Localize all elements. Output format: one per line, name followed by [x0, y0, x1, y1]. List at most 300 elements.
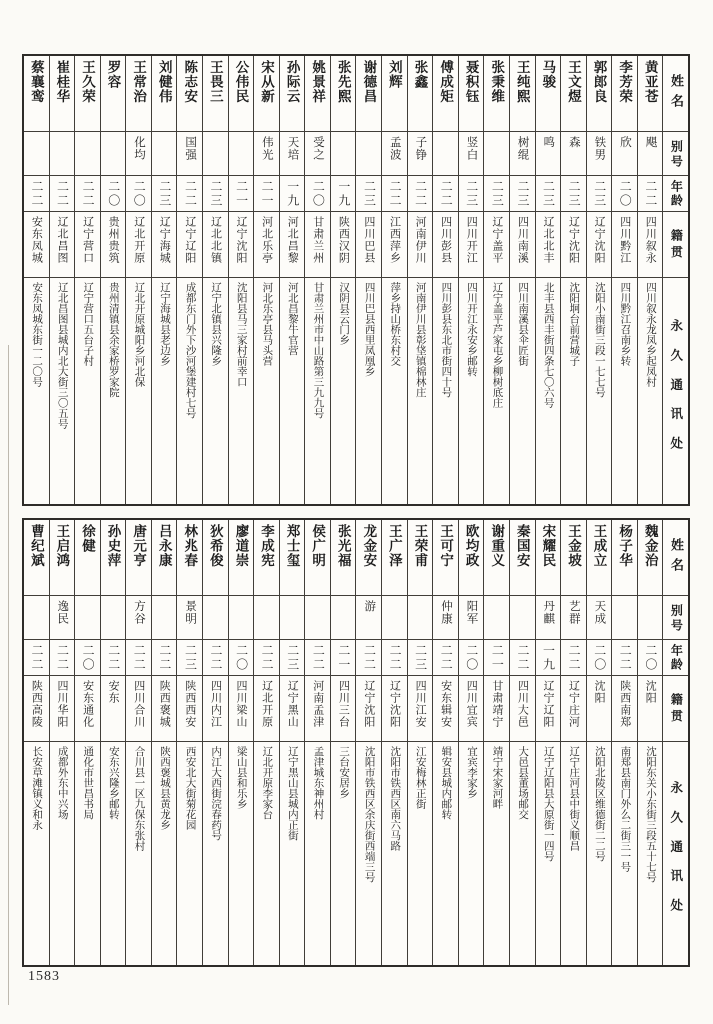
address-cell: 沈阳东关小东街三段五十七号 [645, 746, 656, 883]
alias-cell [203, 132, 228, 176]
address-cell: 江安梅林正街 [414, 746, 426, 809]
age-cell: 二二 [382, 640, 407, 676]
alias-cell [75, 132, 100, 176]
person-column [279, 520, 305, 965]
person-column [458, 56, 484, 504]
person-column [24, 56, 49, 504]
alias-cell: 化均 [126, 132, 151, 176]
person-column [49, 520, 75, 965]
header-column [662, 56, 688, 504]
address-cell: 四川叙永龙凤乡起凤村 [645, 282, 656, 387]
person-column [381, 56, 407, 504]
native-cell: 辽宁沈阳 [561, 212, 586, 278]
name-cell: 姚景祥 [305, 56, 330, 132]
address-cell: 长安草滩镇义和永 [31, 746, 43, 830]
native-cell: 陕西南郑 [612, 676, 637, 742]
address-cell: 成都东门外下沙河堡建村七号 [184, 282, 196, 419]
native-cell: 安东辑安 [433, 676, 458, 742]
alias-cell [229, 596, 254, 640]
age-cell: 二〇 [612, 176, 637, 212]
person-column [304, 56, 330, 504]
address-cell: 河南伊川县彰垡镇棉林庄 [414, 282, 426, 398]
alias-cell [229, 132, 254, 176]
person-column [586, 520, 612, 965]
address-cell: 辽宁海城县老边乡 [159, 282, 171, 366]
address-cell: 河北乐亭县马头营 [261, 282, 273, 366]
address-cell: 内江大西街浣春药号 [210, 746, 222, 841]
person-column [509, 520, 535, 965]
address-cell: 辽宁庄河县中街义顺昌 [568, 746, 580, 851]
registry-table-top [22, 54, 690, 506]
native-cell: 辽宁庄河 [561, 676, 586, 742]
name-cell: 唐元亨 [126, 520, 151, 596]
person-column [176, 520, 202, 965]
native-cell: 四川梁山 [229, 676, 254, 742]
person-column [355, 520, 381, 965]
alias-cell: 飓 [638, 132, 663, 176]
age-cell: 二三 [152, 176, 177, 212]
name-cell: 张先熙 [331, 56, 356, 132]
age-cell: 二三 [280, 640, 305, 676]
age-cell: 二一 [229, 176, 254, 212]
alias-cell [484, 132, 509, 176]
person-column [100, 520, 126, 965]
alias-cell: 阳军 [459, 596, 484, 640]
native-cell: 四川黔江 [612, 212, 637, 278]
address-cell: 南郑县南门外么二街三一号 [619, 746, 631, 872]
native-cell: 辽北北镇 [203, 212, 228, 278]
address-cell: 通化市世昌书局 [82, 746, 94, 820]
alias-cell [24, 596, 49, 640]
age-cell: 二二 [561, 640, 586, 676]
age-cell: 二三 [510, 176, 535, 212]
address-cell: 河北昌黎牛官营 [286, 282, 298, 356]
header-age: 年龄 [663, 176, 688, 212]
person-column [330, 520, 356, 965]
name-cell: 秦国安 [510, 520, 535, 596]
alias-cell: 孟波 [382, 132, 407, 176]
address-cell: 沈阳小南街三段一七七号 [593, 282, 605, 398]
alias-cell: 天成 [587, 596, 612, 640]
native-cell: 沈阳 [638, 676, 663, 742]
person-column [228, 520, 254, 965]
person-column [100, 56, 126, 504]
header-name: 姓名 [663, 520, 688, 596]
person-column [483, 56, 509, 504]
person-column [611, 56, 637, 504]
age-cell: 二一 [254, 176, 279, 212]
native-cell: 安东通化 [75, 676, 100, 742]
person-column [381, 520, 407, 965]
name-cell: 刘辉 [382, 56, 407, 132]
header-address: 永久通讯处 [668, 318, 683, 466]
alias-cell [638, 596, 663, 640]
age-cell: 二二 [24, 176, 49, 212]
alias-cell: 竖白 [459, 132, 484, 176]
age-cell: 二〇 [638, 640, 663, 676]
address-cell: 萍乡持山桥东村交 [389, 282, 401, 366]
address-cell: 成都外东中兴场 [56, 746, 68, 820]
age-cell: 二三 [484, 176, 509, 212]
native-cell: 辽北开原 [126, 212, 151, 278]
age-cell: 二三 [536, 176, 561, 212]
alias-cell [203, 596, 228, 640]
header-address: 永久通讯处 [668, 781, 683, 928]
name-cell: 刘健伟 [152, 56, 177, 132]
name-cell: 侯广明 [305, 520, 330, 596]
header-native: 籍贯 [663, 212, 688, 278]
native-cell: 辽宁辽阳 [536, 676, 561, 742]
header-native: 籍贯 [663, 676, 688, 742]
age-cell: 二〇 [126, 176, 151, 212]
native-cell: 辽宁沈阳 [382, 676, 407, 742]
alias-cell [356, 132, 381, 176]
person-column [330, 56, 356, 504]
address-cell: 四川开江永安乡邮转 [465, 282, 477, 377]
age-cell: 二二 [305, 640, 330, 676]
age-cell: 二二 [203, 640, 228, 676]
name-cell: 龙金安 [356, 520, 381, 596]
address-cell: 孟津城东神州村 [312, 746, 324, 820]
alias-cell [75, 596, 100, 640]
address-cell: 四川巴县西里凤凰乡 [363, 282, 375, 377]
address-cell: 辽北开原李家台 [261, 746, 273, 820]
age-cell: 二〇 [75, 640, 100, 676]
address-cell: 沈阳市铁西区南六马路 [389, 746, 401, 851]
alias-cell [24, 132, 49, 176]
native-cell: 辽宁海城 [152, 212, 177, 278]
address-cell: 西安北大街菊花园 [184, 746, 196, 830]
age-cell: 二二 [152, 640, 177, 676]
person-column [407, 520, 433, 965]
name-cell: 狄希俊 [203, 520, 228, 596]
age-cell: 二一 [331, 640, 356, 676]
age-cell: 二二 [433, 640, 458, 676]
native-cell: 贵州贵筑 [101, 212, 126, 278]
person-column [74, 56, 100, 504]
person-column [560, 56, 586, 504]
alias-cell: 森 [561, 132, 586, 176]
address-cell: 宜宾李家乡 [465, 746, 477, 799]
person-column [253, 56, 279, 504]
native-cell: 四川江安 [408, 676, 433, 742]
person-column [407, 56, 433, 504]
person-column [483, 520, 509, 965]
age-cell: 二二 [50, 640, 75, 676]
native-cell: 沈阳 [587, 676, 612, 742]
page-number: 1583 [28, 969, 60, 984]
header-alias: 别号 [663, 596, 688, 640]
alias-cell: 游 [356, 596, 381, 640]
person-column [458, 520, 484, 965]
name-cell: 傅成矩 [433, 56, 458, 132]
person-column [637, 56, 663, 504]
scan-artifact-line [8, 345, 9, 1005]
alias-cell [510, 596, 535, 640]
name-cell: 马骏 [536, 56, 561, 132]
person-column [49, 56, 75, 504]
native-cell: 四川巴县 [356, 212, 381, 278]
native-cell: 辽宁沈阳 [229, 212, 254, 278]
address-cell: 梁山县和乐乡 [235, 746, 247, 809]
age-cell: 二〇 [459, 640, 484, 676]
name-cell: 宋从新 [254, 56, 279, 132]
native-cell: 四川开江 [459, 212, 484, 278]
age-cell: 二二 [177, 176, 202, 212]
native-cell: 四川宜宾 [459, 676, 484, 742]
native-cell: 四川合川 [126, 676, 151, 742]
age-cell: 二二 [75, 176, 100, 212]
age-cell: 二〇 [101, 176, 126, 212]
alias-cell: 方谷 [126, 596, 151, 640]
name-cell: 宋耀民 [536, 520, 561, 596]
person-column [509, 56, 535, 504]
native-cell: 陕西汉阴 [331, 212, 356, 278]
name-cell: 吕永康 [152, 520, 177, 596]
age-cell: 一九 [536, 640, 561, 676]
alias-cell [101, 596, 126, 640]
alias-cell: 逸民 [50, 596, 75, 640]
native-cell: 陕西高陵 [24, 676, 49, 742]
alias-cell [382, 596, 407, 640]
address-cell: 四川彭县东北市街四十号 [440, 282, 452, 398]
address-cell: 沈阳县马三家村前幸口 [235, 282, 247, 387]
name-cell: 张秉维 [484, 56, 509, 132]
address-cell: 靖宁宋家河畔 [491, 746, 503, 809]
name-cell: 公伟民 [229, 56, 254, 132]
native-cell: 陕西西安 [177, 676, 202, 742]
address-cell: 辑安县城内邮转 [440, 746, 452, 820]
name-cell: 欧均政 [459, 520, 484, 596]
native-cell: 河北乐亭 [254, 212, 279, 278]
person-column [125, 56, 151, 504]
person-column [535, 56, 561, 504]
native-cell: 辽宁沈阳 [587, 212, 612, 278]
age-cell: 二二 [50, 176, 75, 212]
age-cell: 二二 [356, 640, 381, 676]
name-cell: 廖道崇 [229, 520, 254, 596]
name-cell: 王畏三 [203, 56, 228, 132]
name-cell: 聂积钰 [459, 56, 484, 132]
alias-cell [152, 596, 177, 640]
age-cell: 二二 [126, 640, 151, 676]
person-column [560, 520, 586, 965]
alias-cell [152, 132, 177, 176]
alias-cell: 子铮 [408, 132, 433, 176]
person-column [432, 520, 458, 965]
age-cell: 二〇 [587, 640, 612, 676]
header-name: 姓名 [663, 56, 688, 132]
header-alias: 别号 [663, 132, 688, 176]
name-cell: 林兆春 [177, 520, 202, 596]
alias-cell [50, 132, 75, 176]
name-cell: 杨子华 [612, 520, 637, 596]
person-column [304, 520, 330, 965]
address-cell: 安东兴隆乡邮转 [107, 746, 119, 820]
age-cell: 二三 [561, 176, 586, 212]
native-cell: 四川叙永 [638, 212, 663, 278]
age-cell: 二二 [408, 176, 433, 212]
alias-cell: 欣 [612, 132, 637, 176]
person-column [253, 520, 279, 965]
address-cell: 辽宁北镇县兴隆乡 [210, 282, 222, 366]
name-cell: 王可宁 [433, 520, 458, 596]
native-cell: 辽北开原 [254, 676, 279, 742]
native-cell: 河北昌黎 [280, 212, 305, 278]
alias-cell [305, 596, 330, 640]
name-cell: 黄亚苍 [638, 56, 663, 132]
name-cell: 王纯熙 [510, 56, 535, 132]
person-column [432, 56, 458, 504]
alias-cell: 艺群 [561, 596, 586, 640]
person-column [535, 520, 561, 965]
native-cell: 辽宁盖平 [484, 212, 509, 278]
native-cell: 安东凤城 [24, 212, 49, 278]
name-cell: 郑士玺 [280, 520, 305, 596]
alias-cell: 仲康 [433, 596, 458, 640]
address-cell: 辽宁黑山县城内正街 [286, 746, 298, 841]
alias-cell [331, 596, 356, 640]
native-cell: 辽宁营口 [75, 212, 100, 278]
native-cell: 辽宁辽阳 [177, 212, 202, 278]
alias-cell [254, 596, 279, 640]
age-cell: 二三 [408, 640, 433, 676]
name-cell: 郭郎良 [587, 56, 612, 132]
native-cell: 四川大邑 [510, 676, 535, 742]
age-cell: 二二 [382, 176, 407, 212]
alias-cell: 丹麒 [536, 596, 561, 640]
person-column [279, 56, 305, 504]
alias-cell [484, 596, 509, 640]
address-cell: 辽北开原城阳乡河北保 [133, 282, 145, 387]
alias-cell: 天培 [280, 132, 305, 176]
alias-cell: 受之 [305, 132, 330, 176]
name-cell: 谢重义 [484, 520, 509, 596]
address-cell: 安东凤城东街一二〇号 [31, 282, 43, 387]
name-cell: 曹纪斌 [24, 520, 49, 596]
person-column [228, 56, 254, 504]
address-cell: 四川南溪县伞匠街 [517, 282, 529, 366]
name-cell: 王启鸿 [50, 520, 75, 596]
native-cell: 四川彭县 [433, 212, 458, 278]
alias-cell: 树绲 [510, 132, 535, 176]
native-cell: 辽宁黑山 [280, 676, 305, 742]
address-cell: 沈阳坰台前营城子 [568, 282, 580, 366]
age-cell: 二二 [24, 640, 49, 676]
native-cell: 四川内江 [203, 676, 228, 742]
name-cell: 王广泽 [382, 520, 407, 596]
name-cell: 张光福 [331, 520, 356, 596]
person-column [637, 520, 663, 965]
age-cell: 二二 [612, 640, 637, 676]
registry-table-bottom [22, 518, 690, 967]
native-cell: 四川三台 [331, 676, 356, 742]
native-cell: 河南孟津 [305, 676, 330, 742]
alias-cell [101, 132, 126, 176]
age-cell: 二二 [510, 640, 535, 676]
native-cell: 辽北北丰 [536, 212, 561, 278]
alias-cell: 鸣 [536, 132, 561, 176]
name-cell: 王文煜 [561, 56, 586, 132]
age-cell: 二三 [459, 176, 484, 212]
alias-cell: 伟光 [254, 132, 279, 176]
age-cell: 二〇 [305, 176, 330, 212]
address-cell: 大邑县董场邮交 [517, 746, 529, 820]
address-cell: 辽北昌图县城内北大街三〇五号 [56, 282, 68, 429]
native-cell: 河南伊川 [408, 212, 433, 278]
person-column [176, 56, 202, 504]
address-cell: 合川县一区九保东张村 [133, 746, 145, 851]
address-cell: 汉阴县云门乡 [338, 282, 350, 345]
name-cell: 李成宪 [254, 520, 279, 596]
address-cell: 辽宁辽阳县大原街一四号 [542, 746, 554, 862]
name-cell: 陈志安 [177, 56, 202, 132]
address-cell: 辽宁盖平芦家屯乡柳树底庄 [491, 282, 503, 408]
alias-cell: 景明 [177, 596, 202, 640]
age-cell: 二三 [587, 176, 612, 212]
name-cell: 王金坡 [561, 520, 586, 596]
address-cell: 北丰县西丰街四条七〇六号 [542, 282, 554, 408]
address-cell: 三台安居乡 [338, 746, 350, 799]
person-column [24, 520, 49, 965]
person-column [355, 56, 381, 504]
name-cell: 徐健 [75, 520, 100, 596]
alias-cell: 国强 [177, 132, 202, 176]
person-column [151, 56, 177, 504]
age-cell: 二二 [254, 640, 279, 676]
native-cell: 四川华阳 [50, 676, 75, 742]
address-cell: 沈阳北陵区维德街二二号 [593, 746, 605, 862]
address-cell: 陕西褒城县黄龙乡 [159, 746, 171, 830]
alias-cell [433, 132, 458, 176]
name-cell: 张鑫 [408, 56, 433, 132]
name-cell: 王常治 [126, 56, 151, 132]
native-cell: 江西萍乡 [382, 212, 407, 278]
address-cell: 辽宁营口五台子村 [82, 282, 94, 366]
native-cell: 辽北昌图 [50, 212, 75, 278]
alias-cell: 铁男 [587, 132, 612, 176]
age-cell: 一九 [331, 176, 356, 212]
native-cell: 辽宁沈阳 [356, 676, 381, 742]
name-cell: 孙史萍 [101, 520, 126, 596]
age-cell: 二三 [177, 640, 202, 676]
age-cell: 二三 [356, 176, 381, 212]
name-cell: 崔桂华 [50, 56, 75, 132]
name-cell: 蔡襄鸾 [24, 56, 49, 132]
name-cell: 谢德昌 [356, 56, 381, 132]
native-cell: 陕西褒城 [152, 676, 177, 742]
person-column [202, 520, 228, 965]
native-cell: 甘肃靖宁 [484, 676, 509, 742]
name-cell: 王久荣 [75, 56, 100, 132]
address-cell: 四川黔江召南乡转 [619, 282, 631, 366]
person-column [202, 56, 228, 504]
header-age: 年龄 [663, 640, 688, 676]
person-column [151, 520, 177, 965]
address-cell: 沈阳市铁西区余庆街西端三号 [363, 746, 375, 883]
age-cell: 二一 [484, 640, 509, 676]
alias-cell [408, 596, 433, 640]
header-column [662, 520, 688, 965]
alias-cell [331, 132, 356, 176]
name-cell: 孙际云 [280, 56, 305, 132]
person-column [611, 520, 637, 965]
address-cell: 甘肃兰州市中山路第三九九号 [312, 282, 324, 419]
person-column [125, 520, 151, 965]
age-cell: 一九 [280, 176, 305, 212]
person-column [586, 56, 612, 504]
person-column [74, 520, 100, 965]
